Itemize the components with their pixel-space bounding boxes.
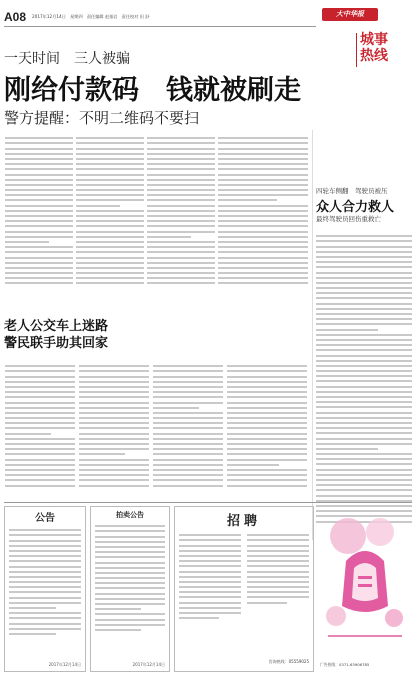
ad-phone: 广告热线：0371-63906785 bbox=[320, 662, 370, 667]
main-headline: 刚给付款码 钱就被刷走 bbox=[4, 75, 301, 106]
recruit-title: 招聘 bbox=[226, 514, 261, 529]
bus-body-col-1 bbox=[5, 362, 75, 492]
auction-ad bbox=[90, 506, 170, 672]
main-body-col-3 bbox=[147, 134, 215, 286]
notice-ad bbox=[4, 506, 86, 672]
page-number: A08 bbox=[4, 10, 27, 24]
auction-date: 2017年12月14日 bbox=[132, 662, 165, 667]
section-masthead bbox=[320, 8, 412, 90]
main-kicker: 一天时间 三人被骗 bbox=[4, 51, 130, 67]
section-title bbox=[360, 32, 388, 64]
notice-date: 2017年12月14日 bbox=[48, 662, 81, 667]
notice-body bbox=[5, 524, 85, 640]
ads-top-rule bbox=[4, 502, 412, 503]
bus-body-col-2 bbox=[79, 362, 149, 492]
side-kicker: 四轮车侧翻 驾驶员被压 bbox=[316, 187, 388, 195]
bus-story-title-line2: 警民联手助其回家 bbox=[4, 336, 109, 351]
section-divider bbox=[356, 33, 357, 67]
promo-ad bbox=[318, 506, 412, 672]
main-body-col-4 bbox=[218, 134, 308, 286]
bus-body-col-4 bbox=[227, 362, 307, 492]
auction-title: 拍卖公告 bbox=[116, 511, 144, 519]
side-body bbox=[316, 232, 412, 532]
bus-body-col-3 bbox=[153, 362, 223, 492]
main-body-col-1 bbox=[5, 134, 73, 286]
main-body-col-2 bbox=[76, 134, 144, 286]
header-rule bbox=[4, 26, 316, 27]
bus-story-title-line1: 老人公交车上迷路 bbox=[4, 319, 109, 334]
auction-body bbox=[91, 520, 169, 636]
bus-story-title bbox=[4, 318, 108, 352]
main-subheadline: 警方提醒：不明二维码不要扫 bbox=[4, 109, 200, 127]
recruit-ad bbox=[174, 506, 314, 672]
date-line: 2017年12月14日 星期四 责任编辑 赵基岩 责任校对 田 舒 bbox=[32, 14, 150, 19]
column-divider bbox=[312, 130, 313, 540]
recruit-body-right bbox=[247, 531, 309, 607]
pink-promo-graphic bbox=[318, 506, 412, 646]
side-subheadline: 最终驾驶员回伤重救亡 bbox=[316, 215, 381, 223]
recruit-body-left bbox=[179, 531, 241, 622]
recruit-phone: 咨询热线：05559025 bbox=[268, 659, 309, 664]
side-headline: 众人合力救人 bbox=[316, 200, 395, 215]
section-title-line1: 城事 bbox=[360, 32, 388, 48]
notice-title: 公告 bbox=[35, 513, 55, 524]
brand-logo: 大中华报 bbox=[322, 8, 378, 21]
section-title-line2: 热线 bbox=[360, 48, 388, 64]
